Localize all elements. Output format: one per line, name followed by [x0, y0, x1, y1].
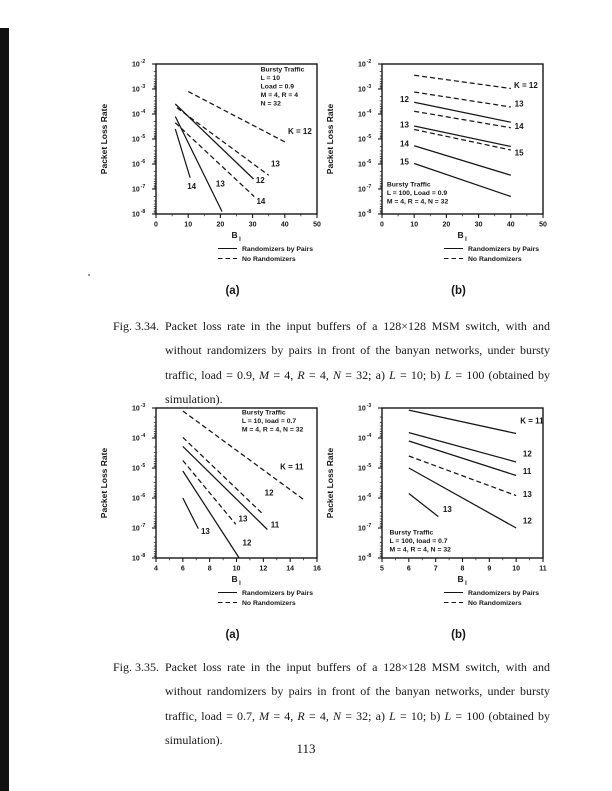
x-tick-label: 11 [539, 565, 547, 573]
x-tick-label: 50 [539, 221, 547, 229]
data-line-solid [175, 117, 222, 212]
plot-annotation-line: Bursty Traffic [241, 409, 286, 417]
caption-label: Fig. 3.35. [113, 660, 160, 674]
y-tick-label: $10^{-2}$ [358, 59, 372, 69]
data-line-solid [183, 446, 268, 529]
y-tick-label: $10^{-4}$ [132, 109, 146, 119]
x-tick-label: 20 [442, 221, 451, 229]
caption-segment: L [389, 367, 396, 382]
x-tick-label: 10 [410, 221, 419, 229]
legend-dashed-label: No Randomizers [468, 599, 522, 607]
data-line-dashed [188, 92, 286, 143]
caption-segment: Packet loss rate in the input buffers of a 128×128 MSM switch, with and without randomizers by pairs in front of the banyan networks, under bursty traffic, load = 0.7, [165, 660, 550, 723]
caption-segment: = 10; b) [395, 708, 445, 723]
x-tick-label: 7 [433, 565, 438, 573]
caption-segment: = 4, [269, 367, 298, 382]
legend-dashed-label: No Randomizers [242, 599, 296, 607]
x-tick-label: 9 [487, 565, 492, 573]
line-label: 14 [187, 182, 197, 191]
plot-annotation-line: M = 4, R = 4 [260, 92, 299, 99]
line-label: 13 [200, 527, 210, 536]
data-line-solid [409, 494, 439, 517]
line-label: 13 [270, 159, 280, 169]
y-tick-label: $10^{-4}$ [358, 433, 372, 443]
caption-segment: = 100 (obtained by simulation). [165, 367, 550, 407]
caption-segment: = 100 (obtained by simulation). [165, 708, 550, 748]
caption-segment: = 32; a) [341, 708, 390, 723]
panel-sublabel: (a) [225, 285, 240, 297]
line-label: 11 [522, 467, 532, 476]
y-tick-label: $10^{-6}$ [358, 159, 372, 169]
plot-annotation-line: L = 10, load = 0.7 [241, 418, 297, 426]
line-label: 13 [215, 179, 225, 189]
x-tick-label: 14 [286, 565, 295, 573]
caption-segment: L [444, 708, 452, 723]
y-tick-label: $10^{-8}$ [132, 209, 146, 219]
plot-annotation-line: Load = 0.9 [260, 83, 295, 91]
caption-segment: = 32; a) [341, 367, 390, 382]
line-label: 12 [522, 449, 532, 459]
x-tick-label: 40 [506, 221, 515, 229]
y-tick-label: $10^{-6}$ [132, 493, 146, 503]
x-tick-label: 0 [154, 221, 158, 229]
caption-label: Fig. 3.34. [113, 319, 160, 333]
x-tick-label: 40 [280, 221, 289, 229]
caption-segment: Packet loss rate in the input buffers of a 128×128 MSM switch, with and without randomizers by pairs in front of the banyan networks, under bursty traffic, load = 0.9, [165, 319, 550, 382]
x-tick-label: 12 [259, 565, 268, 573]
caption-segment: L [389, 708, 396, 723]
y-tick-label: $10^{-4}$ [358, 109, 372, 119]
y-tick-label: $10^{-5}$ [358, 134, 372, 144]
fig2-subplot-a [94, 394, 352, 646]
plot-annotation-line: L = 10 [260, 75, 280, 82]
legend-solid-label: Randomizers by Pairs [468, 245, 540, 253]
y-tick-label: $10^{-2}$ [132, 59, 146, 69]
x-tick-label: 8 [207, 565, 212, 573]
x-tick-label: 0 [380, 221, 384, 229]
panel-sublabel: (b) [451, 285, 466, 297]
x-tick-label: 4 [154, 565, 158, 573]
data-line-dashed [414, 130, 511, 151]
caption-segment: R [297, 708, 305, 723]
plot-annotation-line: M = 4, R = 4, N = 32 [386, 198, 449, 206]
caption-segment: N [333, 708, 342, 723]
y-axis-title: Packet Loss Rate [325, 447, 335, 519]
data-line-solid [414, 146, 511, 176]
figure-3-35-caption [113, 655, 550, 753]
x-tick-label: 5 [380, 565, 384, 573]
plot-annotation-line: M = 4, R = 4, N = 32 [241, 426, 304, 434]
x-tick-label: 30 [248, 221, 257, 229]
x-tick-label: 8 [460, 565, 465, 573]
y-tick-label: $10^{-8}$ [358, 209, 372, 219]
y-axis-title: Packet Loss Rate [99, 447, 109, 519]
data-line-solid [409, 410, 516, 433]
line-label: 12 [255, 175, 265, 185]
x-tick-label: 10 [184, 221, 193, 229]
data-line-solid [183, 498, 198, 529]
line-label: 14 [400, 139, 409, 149]
data-line-dashed [414, 75, 511, 88]
x-axis-title: B $_I$ [457, 574, 467, 587]
caption-segment: = 4, [304, 367, 334, 382]
caption-segment: = 4, [304, 708, 334, 723]
plot-annotation-line: Bursty Traffic [260, 66, 305, 74]
caption-segment: = 10; b) [395, 367, 445, 382]
data-line-dashed [409, 456, 516, 496]
line-label: 15 [400, 157, 409, 167]
line-label: 13 [522, 490, 532, 500]
caption-segment: M [259, 367, 270, 382]
caption-segment: M [259, 708, 270, 723]
y-axis-title: Packet Loss Rate [325, 103, 335, 175]
y-tick-label: $10^{-3}$ [358, 403, 372, 413]
line-label: 15 [514, 148, 524, 158]
data-line-solid [409, 441, 516, 476]
plot-annotation-line: M = 4, R = 4, N = 32 [389, 546, 451, 554]
line-label: 13 [238, 514, 248, 524]
line-label: 12 [522, 516, 532, 526]
y-tick-label: $10^{-3}$ [132, 84, 146, 94]
page-number: 113 [296, 741, 316, 756]
y-tick-label: $10^{-5}$ [358, 463, 372, 473]
caption-text [165, 655, 550, 753]
caption-segment: L [444, 367, 452, 382]
data-line-solid [414, 126, 511, 147]
data-line-solid [175, 129, 190, 178]
plot-annotation-line: Bursty Traffic [386, 181, 431, 189]
plot-annotation-line: Bursty Traffic [389, 529, 434, 537]
data-line-solid [409, 468, 516, 528]
line-label: 12 [264, 488, 274, 498]
line-label: K = 11 [280, 462, 304, 472]
y-tick-label: $10^{-5}$ [132, 134, 146, 144]
plot-annotation-line: N = 32 [260, 100, 281, 108]
line-label: 13 [442, 505, 452, 515]
line-label: 11 [270, 520, 280, 530]
line-label: K = 11 [520, 416, 544, 426]
x-axis-title: B $_I$ [231, 230, 241, 243]
x-tick-label: 50 [313, 221, 321, 229]
line-label: 13 [514, 99, 524, 109]
y-tick-label: $10^{-3}$ [132, 403, 146, 413]
line-label: 13 [400, 120, 409, 130]
figure-3-34-plots [0, 50, 612, 302]
x-tick-label: 10 [512, 565, 521, 573]
y-tick-label: $10^{-8}$ [132, 553, 146, 563]
panel-sublabel: (a) [225, 629, 240, 641]
fig2-subplot-b [320, 394, 578, 646]
x-axis-title: B $_I$ [457, 230, 467, 243]
plot-annotation-line: L = 100, load = 0.7 [389, 538, 448, 546]
fig1-subplot-b [320, 50, 578, 302]
x-tick-label: 10 [232, 565, 241, 573]
line-label: 12 [242, 538, 252, 548]
panel-sublabel: (b) [451, 629, 466, 641]
x-tick-label: 6 [180, 565, 185, 573]
legend-solid-label: Randomizers by Pairs [242, 245, 314, 253]
y-tick-label: $10^{-7}$ [132, 184, 146, 194]
y-tick-label: $10^{-7}$ [358, 184, 372, 194]
plot-annotation-line: L = 100, Load = 0.9 [386, 190, 448, 197]
line-label: K = 12 [514, 80, 538, 90]
line-label: 12 [400, 95, 409, 104]
y-tick-label: $10^{-7}$ [358, 523, 372, 533]
y-tick-label: $10^{-5}$ [132, 463, 146, 473]
fig1-subplot-a [94, 50, 352, 302]
x-tick-label: 20 [216, 221, 225, 229]
x-axis-title: B $_I$ [231, 574, 241, 587]
y-tick-label: $10^{-3}$ [358, 84, 372, 94]
y-tick-label: $10^{-4}$ [132, 433, 146, 443]
y-tick-label: $10^{-6}$ [132, 159, 146, 169]
caption-segment: N [333, 367, 342, 382]
line-label: K = 12 [288, 127, 312, 136]
caption-segment: R [297, 367, 305, 382]
caption-segment: = 4, [269, 708, 298, 723]
legend-solid-label: Randomizers by Pairs [242, 589, 314, 597]
figure-3-35-plots [0, 394, 612, 646]
y-tick-label: $10^{-7}$ [132, 523, 146, 533]
x-tick-label: 16 [313, 565, 321, 573]
y-axis-title: Packet Loss Rate [99, 103, 109, 175]
x-tick-label: 30 [474, 221, 483, 229]
x-tick-label: 6 [406, 565, 411, 573]
legend-dashed-label: No Randomizers [468, 255, 522, 263]
legend-solid-label: Randomizers by Pairs [468, 589, 540, 597]
line-label: 14 [514, 122, 524, 131]
y-tick-label: $10^{-6}$ [358, 493, 372, 503]
y-tick-label: $10^{-8}$ [358, 553, 372, 563]
line-label: 14 [256, 197, 266, 206]
data-line-solid [409, 433, 516, 462]
legend-dashed-label: No Randomizers [242, 255, 296, 263]
